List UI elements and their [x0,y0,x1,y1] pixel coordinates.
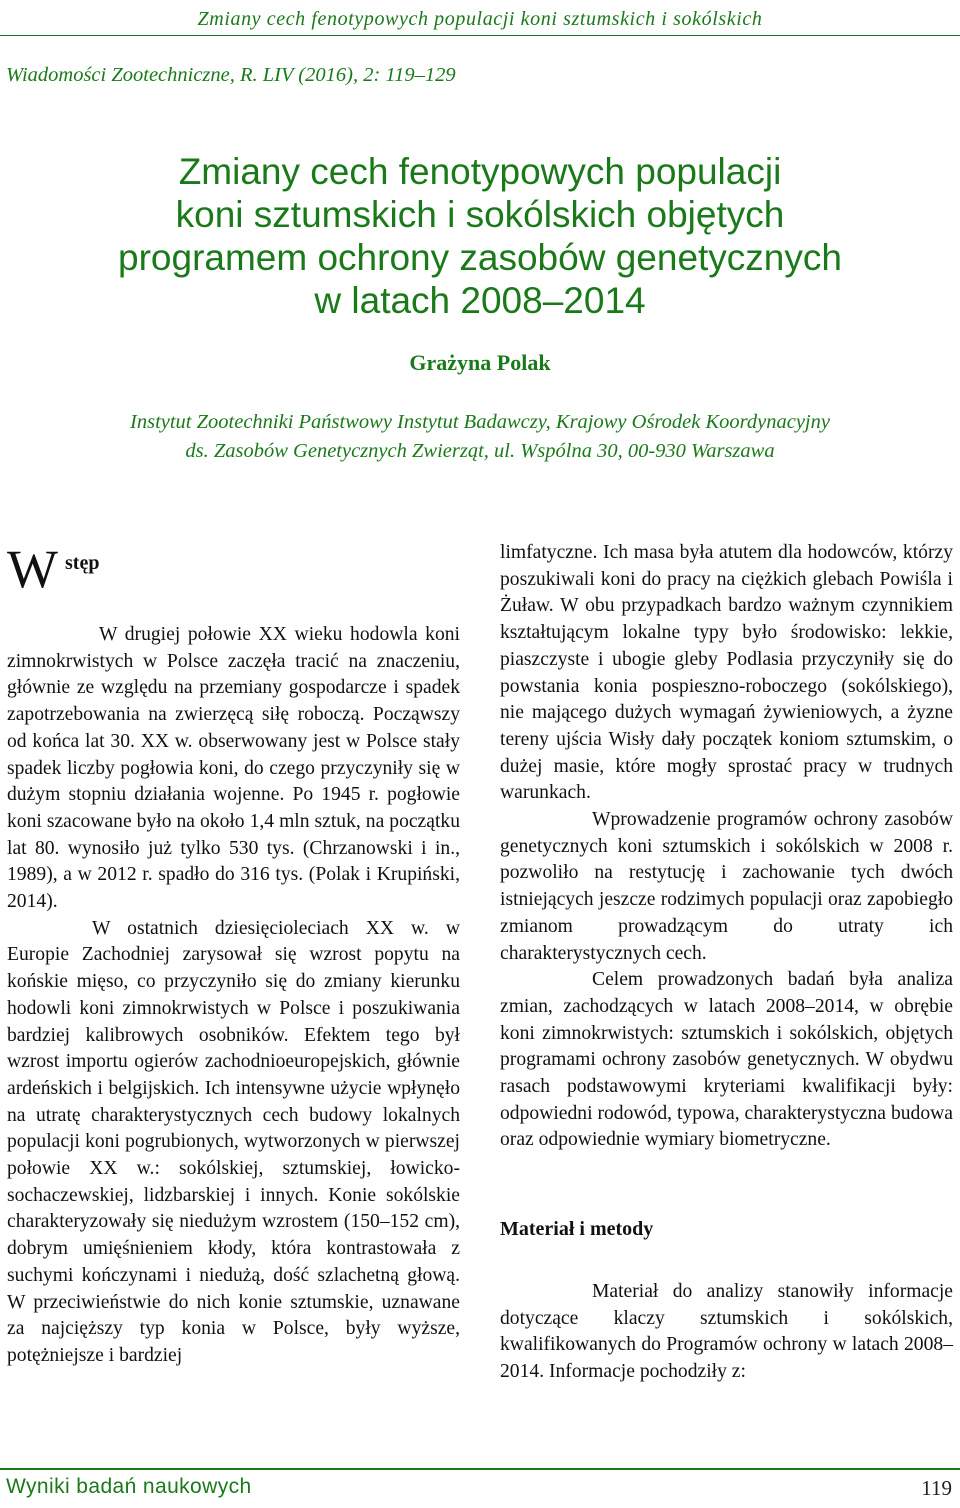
methods-heading: Materiał i metody [500,1218,654,1241]
title-line: w latach 2008–2014 [314,280,646,321]
intro-heading-rest: stęp [65,552,100,574]
affiliation-line: Instytut Zootechniki Państwowy Instytut Badawczy, Krajowy Ośrodek Koordynacyjny [130,411,830,433]
footer-section-label: Wyniki badań naukowych [6,1475,252,1498]
footer-rule [0,1468,960,1470]
body-paragraph: Materiał do analizy stanowiły informacje dotyczące klaczy sztumskich i sokólskich, kwalifikowanych do Programów ochrony w latach 2008–2014. Informacje pochodziły z: [500,1280,953,1382]
affiliation [0,408,960,466]
right-column [500,540,953,1386]
title-line: koni sztumskich i sokólskich objętych [175,194,785,235]
article-title [0,150,960,322]
dropcap-letter: W [7,539,58,599]
title-line: programem ochrony zasobów genetycznych [118,237,842,278]
body-paragraph: limfatyczne. Ich masa była atutem dla hodowców, którzy poszukiwali koni do pracy na ciężkich glebach Powiśla i Żuław. W obu przypadkach bardzo ważnym czynnikiem kształtującym lokalne typy było środowisko: lekkie, piaszczyste i ubogie gleby Podlasia przyczyniły się do powstania konia pospieszno-roboczego (sokólskiego), nie mającego dużych wymagań żywieniowych, a żyzne tereny ujścia Wisły dały początek koniom sztumskim, o dużej masie, które mogły sprostać pracy w trudnych warunkach. [500,542,953,804]
title-line: Zmiany cech fenotypowych populacji [178,151,782,192]
running-header: Zmiany cech fenotypowych populacji koni sztumskich i sokólskich [197,8,763,30]
body-paragraph: Wprowadzenie programów ochrony zasobów genetycznych koni sztumskich i sokólskich w 2008 r. pozwoliło na restytucję i zachowanie tych dwóch istniejących jeszcze rodzimych populacji oraz zapobiegło zmianom prowadzącym do utraty ich charakterystycznych cech. [500,809,953,964]
body-paragraph: W drugiej połowie XX wieku hodowla koni zimnokrwistych w Polsce zaczęła tracić na znaczeniu, głównie ze względu na przemiany gospodarcze i spadek zapotrzebowania na zwierzęcą siłę roboczą. Począwszy od końca lat 30. XX w. obserwowany jest w Polsce stały spadek liczby pogłowia koni, do czego przyczyniły się w dużym stopniu działania wojenne. Po 1945 r. pogłowie koni szacowane było na około 1,4 mln sztuk, na początku lat 80. wynosiło już tylko 530 tys. (Chrzanowski i in., 1989), a w 2012 r. spadło do 316 tys. (Polak i Krupiński, 2014). [7,624,460,913]
left-column [7,540,460,1370]
affiliation-line: ds. Zasobów Genetycznych Zwierząt, ul. Wspólna 30, 00-930 Warszawa [185,440,775,462]
body-paragraph: Celem prowadzonych badań była analiza zmian, zachodzących w latach 2008–2014, w obrębie koni zimnokrwistych: sztumskich i sokólskich, objętych programami ochrony zasobów genetycznych. W obydwu rasach podstawowymi kryteriami kwalifikacji były: odpowiedni rodowód, typowa, charakterystyczna budowa oraz odpowiednie wymiary biometryczne. [500,969,953,1151]
body-paragraph: W ostatnich dziesięcioleciach XX w. w Europie Zachodniej zarysował się wzrost popytu na końskie mięso, co przyczyniło się do zmiany kierunku hodowli koni zimnokrwistych w Polsce i poszukiwania bardziej kalibrowych osobników. Efektem tego był wzrost importu ogierów zachodnioeuropejskich, głównie ardeńskich i belgijskich. Ich intensywne użycie wpłynęło na utratę charakterystycznych cech budowy lokalnych populacji koni pogrubionych, wytworzonych w pierwszej połowie XX w.: sokólskiej, sztumskiej, łowicko-sochaczewskiej, lidzbarskiej i innych. Konie sokólskie charakteryzowały się niedużym wzrostem (150–152 cm), dobrym umięśnieniem kłody, która kontrastowała z suchymi kończynami i niedużą, dość szlachetną głową. W przeciwieństwie do nich konie sztumskie, uznawane za najcięższy typ konia w Polsce, były wyższe, potężniejsze i bardziej [7,917,460,1366]
intro-heading [7,540,460,610]
author-name: Grażyna Polak [409,350,551,375]
journal-citation: Wiadomości Zootechniczne, R. LIV (2016), 2: 119–129 [6,64,456,86]
header-rule [0,35,960,36]
page-number: 119 [921,1476,952,1500]
